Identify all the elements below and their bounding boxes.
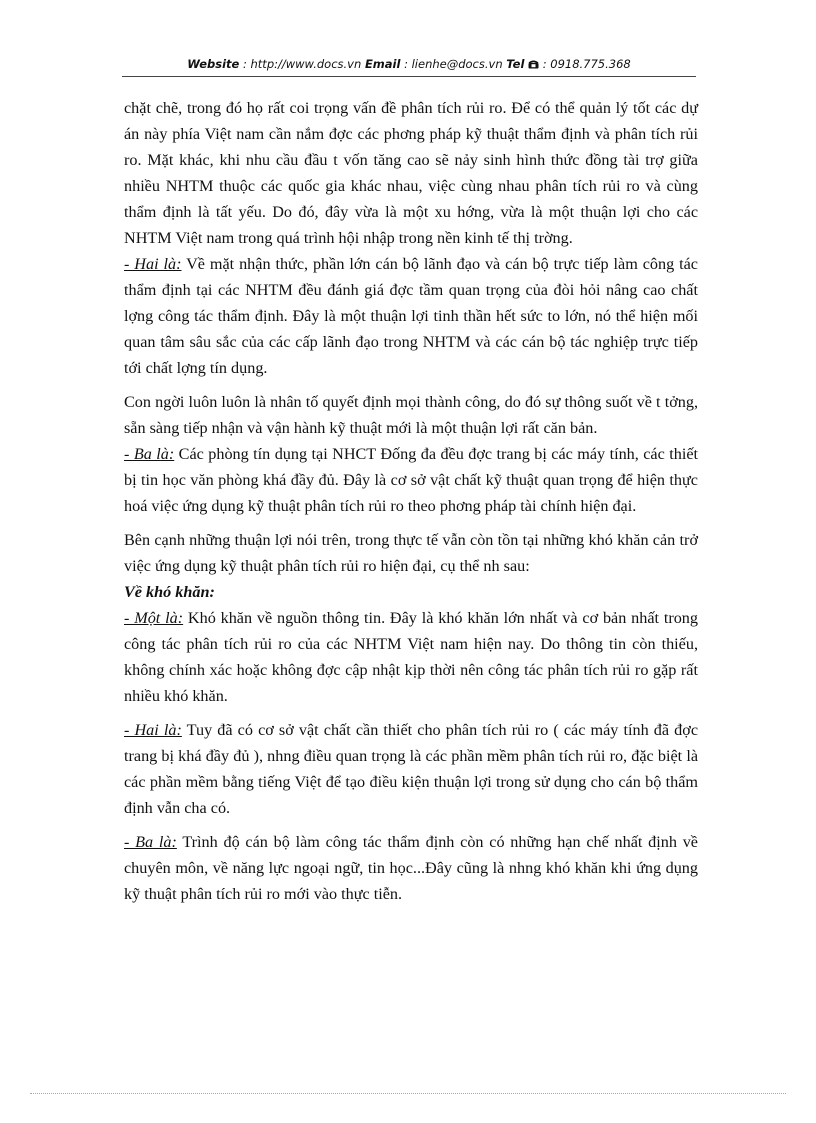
document-body bbox=[124, 95, 698, 907]
paragraph-text: Về mặt nhận thức, phần lớn cán bộ lãnh đạo và cán bộ trực tiếp làm công tác thẩm định tại các NHTM đều đánh giá đợc tầm quan trọng của đòi hỏi nâng cao chất lợng công tác thẩm định. Đây là một thuận lợi tinh thần hết sức to lớn, nó thể hiện mối quan tâm sâu sắc của các cấp lãnh đạo trong NHTM và các cán bộ tác nghiệp trực tiếp tới chất lợng tín dụng. bbox=[124, 255, 698, 377]
page-header bbox=[122, 57, 696, 71]
paragraph bbox=[124, 717, 698, 821]
paragraph-text: Trình độ cán bộ làm công tác thẩm định còn có những hạn chế nhất định về chuyên môn, về năng lực ngoại ngữ, tin học...Đây cũng là nhng khó khăn khi ứng dụng kỹ thuật phân tích rủi ro mới vào thực tiễn. bbox=[124, 833, 698, 903]
page-bottom-border bbox=[30, 1093, 786, 1094]
email-label: Email bbox=[364, 57, 401, 71]
paragraph bbox=[124, 441, 698, 519]
phone-icon bbox=[528, 57, 543, 71]
paragraph bbox=[124, 605, 698, 709]
list-label: - Ba là: bbox=[124, 445, 175, 463]
tel-label: Tel bbox=[506, 57, 525, 71]
paragraph bbox=[124, 829, 698, 907]
email-address[interactable]: : lienhe@docs.vn bbox=[404, 57, 503, 71]
website-label: Website bbox=[187, 57, 240, 71]
paragraph: chặt chẽ, trong đó họ rất coi trọng vấn đề phân tích rủi ro. Để có thể quản lý tốt các dự án này phía Việt nam cần nắm đợc các phơng pháp kỹ thuật thẩm định và phân tích rủi ro. Mặt khác, khi nhu cầu đầu t vốn tăng cao sẽ nảy sinh hình thức đồng tài trợ giữa nhiều NHTM thuộc các quốc gia khác nhau, việc cùng nhau phân tích rủi ro và cùng thẩm định là tất yếu. Do đó, đây vừa là một xu hớng, vừa là một thuận lợi cho các NHTM Việt nam trong quá trình hội nhập trong nền kinh tế thị trờng. bbox=[124, 99, 698, 247]
paragraph: Bên cạnh những thuận lợi nói trên, trong thực tế vẫn còn tồn tại những khó khăn cản trở việc ứng dụng kỹ thuật phân tích rủi ro hiện đại, cụ thể nh sau: bbox=[124, 531, 698, 575]
list-label: - Ba là: bbox=[124, 833, 177, 851]
website-url[interactable]: : http://www.docs.vn bbox=[242, 57, 362, 71]
section-heading: Về khó khăn: bbox=[124, 583, 215, 601]
paragraph: Con ngời luôn luôn là nhân tố quyết định mọi thành công, do đó sự thông suốt về t tởng, sẵn sàng tiếp nhận và vận hành kỹ thuật mới là một thuận lợi rất căn bản. bbox=[124, 393, 698, 437]
list-label: - Hai là: bbox=[124, 255, 182, 273]
paragraph-text: Khó khăn về nguồn thông tin. Đây là khó khăn lớn nhất và cơ bản nhất trong công tác phân tích rủi ro của các NHTM Việt nam hiện nay. Do thông tin còn thiếu, không chính xác hoặc không đợc cập nhật kịp thời nên công tác phân tích rủi ro gặp rất nhiều khó khăn. bbox=[124, 609, 698, 705]
paragraph-text: Tuy đã có cơ sở vật chất cần thiết cho phân tích rủi ro ( các máy tính đã đợc trang bị khá đầy đủ ), nhng điều quan trọng là các phần mềm phân tích rủi ro, đặc biệt là các phần mềm bằng tiếng Việt để tạo điều kiện thuận lợi trong sử dụng cho cán bộ thẩm định vẫn cha có. bbox=[124, 721, 699, 817]
header-divider bbox=[122, 76, 696, 77]
list-label: - Một là: bbox=[124, 609, 184, 627]
list-label: - Hai là: bbox=[124, 721, 182, 739]
paragraph-text: Các phòng tín dụng tại NHCT Đống đa đều đợc trang bị các máy tính, các thiết bị tin học văn phòng khá đầy đủ. Đây là cơ sở vật chất kỹ thuật quan trọng để hiện thực hoá việc ứng dụng kỹ thuật phân tích rủi ro theo phơng pháp tài chính hiện đại. bbox=[124, 445, 698, 515]
paragraph bbox=[124, 251, 698, 381]
phone-number: : 0918.775.368 bbox=[542, 57, 631, 71]
